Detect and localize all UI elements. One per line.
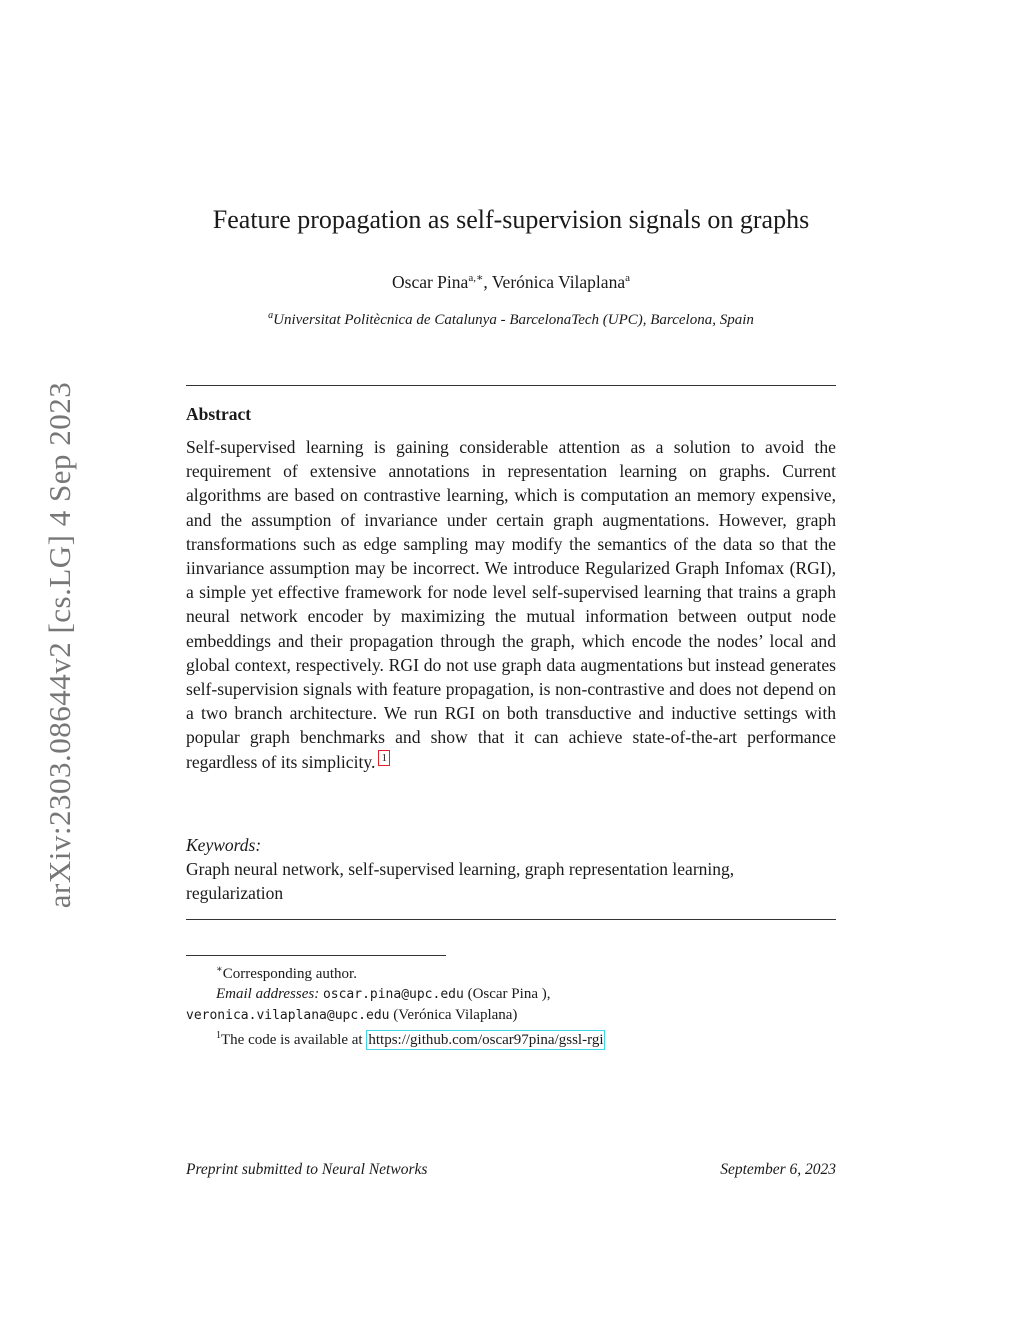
- keywords-text: Graph neural network, self-supervised learning, graph representation learning, regularization: [186, 859, 735, 903]
- affiliation-text: Universitat Politècnica de Catalunya - BarcelonaTech (UPC), Barcelona, Spain: [273, 312, 754, 328]
- preprint-notice: Preprint submitted to Neural Networks: [186, 1161, 428, 1178]
- keywords-label: Keywords:: [186, 835, 262, 855]
- author-1-marks: a,∗: [468, 272, 484, 284]
- arxiv-identifier-stamp: arXiv:2303.08644v2 [cs.LG] 4 Sep 2023: [42, 381, 77, 909]
- abstract-text: Self-supervised learning is gaining considerable attention as a solution to avoid the requirement of extensive annotations in representation learning on graphs. Current algorithms are based on contrastive learning, which is computation an memory expensive, and the assumption of invariance under certain graph augmentations. However, graph transformations such as edge sampling may modify the semantics of the data so that the iinvariance assumption may be incorrect. We introduce Regularized Graph Infomax (RGI), a simple yet effective framework for node level self-supervised learning that trains a graph neural network encoder by maximizing the mutual information between output node embeddings and their propagation through the graph, which encode the nodes’ local and global context, respectively. RGI do not use graph data augmentations but instead generates self-supervision signals with feature propagation, is non-contrastive and does not depend on a two branch architecture. We run RGI on both transductive and inductive settings with popular graph benchmarks and show that it can achieve state-of-the-art performance regardless of its simplicity.: [186, 437, 836, 772]
- author-2-marks: a: [625, 272, 630, 284]
- footnote-corresponding: [186, 960, 836, 984]
- abstract-heading: Abstract: [186, 404, 252, 424]
- footnote-code: [186, 1026, 836, 1050]
- paper-title: Feature propagation as self-supervision signals on graphs: [212, 205, 810, 234]
- footnote-1-link[interactable]: 1: [378, 750, 390, 766]
- code-text: The code is available at: [221, 1032, 367, 1048]
- footnote-rule: [186, 955, 446, 956]
- abstract-bottom-rule: [186, 919, 836, 920]
- author-1-name: Oscar Pina: [392, 271, 469, 292]
- footnotes: [186, 960, 836, 1050]
- email-1[interactable]: oscar.pina@upc.edu: [322, 987, 464, 1002]
- affiliation-mark: a: [268, 310, 274, 321]
- code-mark: 1: [216, 1030, 221, 1041]
- footnote-emails-line-1: [186, 984, 836, 1005]
- author-line: [186, 266, 836, 294]
- abstract-body: [186, 435, 836, 774]
- code-repository-link[interactable]: https://github.com/oscar97pina/gssl-rgi: [368, 1032, 604, 1048]
- corresponding-text: Corresponding author.: [222, 966, 357, 982]
- email-label: Email addresses:: [216, 986, 320, 1002]
- email-2-name: (Verónica Vilaplana): [393, 1007, 518, 1023]
- abstract-top-rule: [186, 385, 836, 386]
- author-2-name: Verónica Vilaplana: [491, 271, 626, 292]
- email-2[interactable]: veronica.vilaplana@upc.edu: [186, 1008, 390, 1023]
- affiliation: [186, 306, 836, 330]
- author-separator: ,: [483, 271, 492, 292]
- preprint-date: September 6, 2023: [720, 1161, 836, 1178]
- footnote-emails-line-2: [186, 1005, 836, 1026]
- email-1-name: (Oscar Pina ),: [467, 986, 551, 1002]
- corresponding-mark: ∗: [216, 964, 223, 975]
